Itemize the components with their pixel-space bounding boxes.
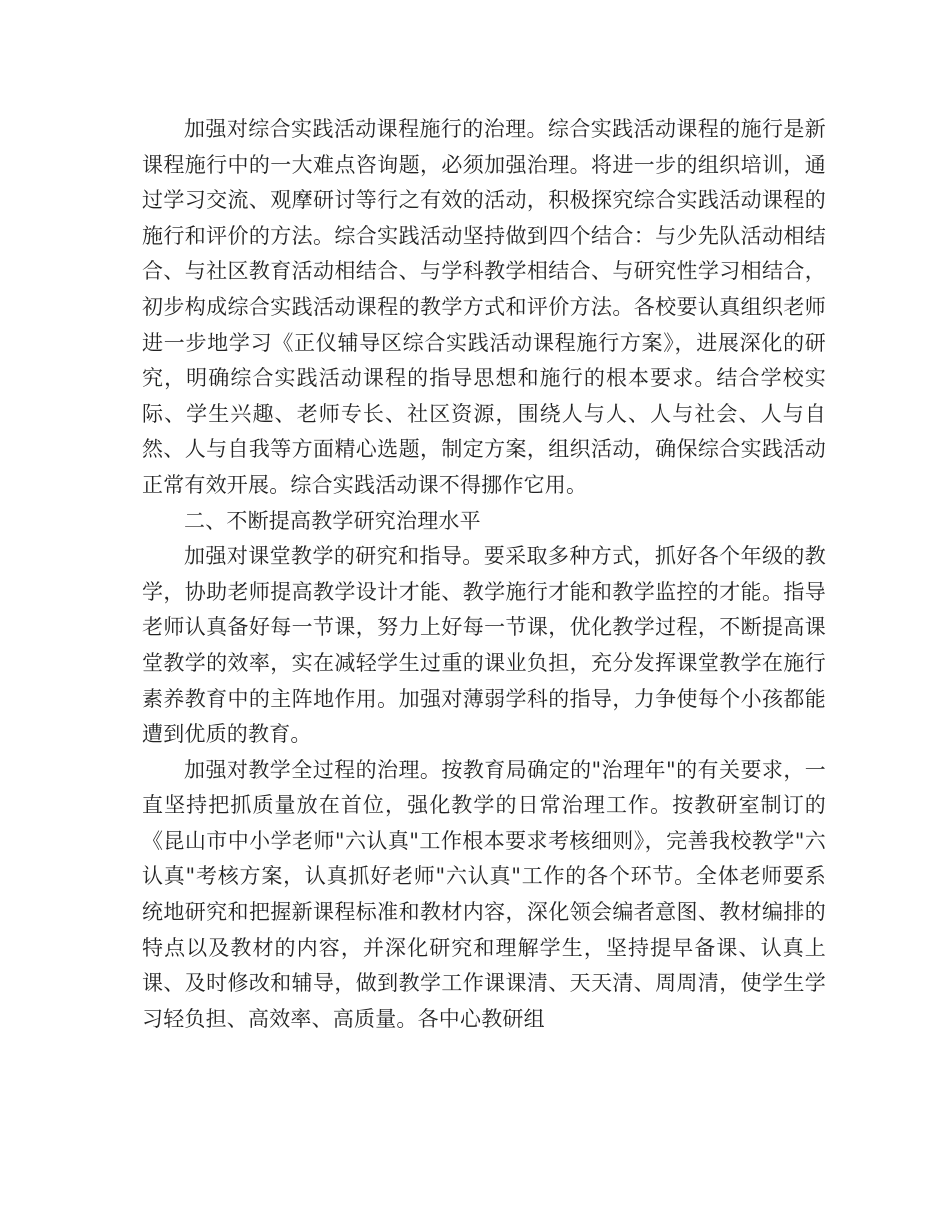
- section-heading-teaching-research: 二、不断提高教学研究治理水平: [184, 508, 481, 533]
- paragraph-comprehensive-practice: 加强对综合实践活动课程施行的治理。综合实践活动课程的施行是新课程施行中的一大难点咨询题，必须加强治理。将进一步的组织培训，通过学习交流、观摩研讨等行之有效的活动，积极探究综合实践活动课程的施行和评价的方法。综合实践活动坚持做到四个结合：与少先队活动相结合、与社区教育活动相结合、与学科教学相结合、与研究性学习相结合，初步构成综合实践活动课程的教学方式和评价方法。各校要认真组织老师进一步地学习《正仪辅导区综合实践活动课程施行方案》，进展深化的研究，明确综合实践活动课程的指导思想和施行的根本要求。结合学校实际、学生兴趣、老师专长、社区资源，围绕人与人、人与社会、人与自然、人与自我等方面精心选题，制定方案，组织活动，确保综合实践活动正常有效开展。综合实践活动课不得挪作它用。: [142, 117, 826, 497]
- document-page: [142, 112, 826, 1037]
- paragraph-classroom-teaching: 加强对课堂教学的研究和指导。要采取多种方式，抓好各个年级的教学，协助老师提高教学设计才能、教学施行才能和教学监控的才能。指导老师认真备好每一节课，努力上好每一节课，优化教学过程，不断提高课堂教学的效率，实在减轻学生过重的课业负担，充分发挥课堂教学在施行素养教育中的主阵地作用。加强对薄弱学科的指导，力争使每个小孩都能遭到优质的教育。: [142, 544, 826, 747]
- paragraph-teaching-process: 加强对教学全过程的治理。按教育局确定的"治理年"的有关要求，一直坚持把抓质量放在首位，强化教学的日常治理工作。按教研室制订的《昆山市中小学老师"六认真"工作根本要求考核细则》，完善我校教学"六认真"考核方案，认真抓好老师"六认真"工作的各个环节。全体老师要系统地研究和把握新课程标准和教材内容，深化领会编者意图、教材编排的特点以及教材的内容，并深化研究和理解学生，坚持提早备课、认真上课、及时修改和辅导，做到教学工作课课清、天天清、周周清，使学生学习轻负担、高效率、高质量。各中心教研组: [142, 757, 826, 1031]
